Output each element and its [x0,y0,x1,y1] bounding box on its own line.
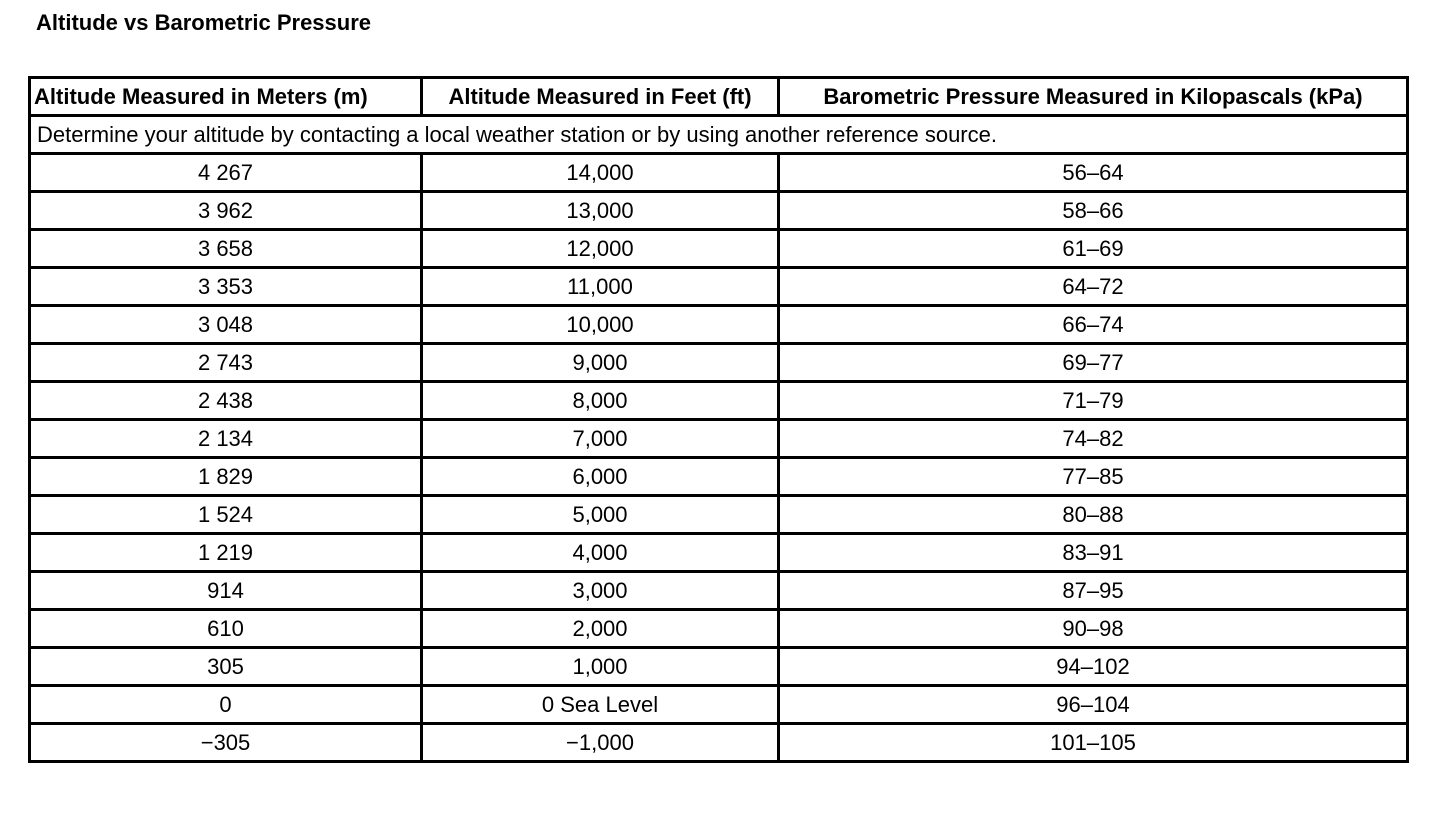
cell-feet: 14,000 [422,154,779,192]
table-row [30,306,1408,344]
cell-meters: 4 267 [30,154,422,192]
cell-feet: 6,000 [422,458,779,496]
cell-pressure: 58–66 [779,192,1408,230]
cell-pressure: 96–104 [779,686,1408,724]
cell-meters: 1 219 [30,534,422,572]
table-row [30,344,1408,382]
page-title: Altitude vs Barometric Pressure [36,10,372,35]
table-header-row [30,78,1408,116]
cell-feet: 12,000 [422,230,779,268]
cell-feet: 2,000 [422,610,779,648]
cell-meters: 3 962 [30,192,422,230]
cell-meters: 914 [30,572,422,610]
table-row [30,268,1408,306]
cell-meters: 0 [30,686,422,724]
cell-pressure: 80–88 [779,496,1408,534]
table-row [30,496,1408,534]
table-row [30,382,1408,420]
cell-feet: 8,000 [422,382,779,420]
cell-pressure: 69–77 [779,344,1408,382]
cell-feet: 0 Sea Level [422,686,779,724]
header-meters: Altitude Measured in Meters (m) [30,78,422,116]
table-row [30,230,1408,268]
header-feet: Altitude Measured in Feet (ft) [422,78,779,116]
cell-feet: 9,000 [422,344,779,382]
cell-feet: 4,000 [422,534,779,572]
note-cell: Determine your altitude by contacting a local weather station or by using another reference source. [30,116,1408,154]
cell-pressure: 74–82 [779,420,1408,458]
table-row [30,192,1408,230]
cell-pressure: 90–98 [779,610,1408,648]
cell-pressure: 83–91 [779,534,1408,572]
cell-pressure: 94–102 [779,648,1408,686]
cell-meters: 1 524 [30,496,422,534]
table-body [30,116,1408,762]
header-pressure: Barometric Pressure Measured in Kilopascals (kPa) [779,78,1408,116]
cell-meters: 2 438 [30,382,422,420]
cell-meters: −305 [30,724,422,762]
cell-pressure: 71–79 [779,382,1408,420]
table-row [30,724,1408,762]
cell-feet: 13,000 [422,192,779,230]
cell-pressure: 64–72 [779,268,1408,306]
note-row [30,116,1408,154]
table-row [30,420,1408,458]
cell-pressure: 87–95 [779,572,1408,610]
cell-feet: 1,000 [422,648,779,686]
cell-meters: 1 829 [30,458,422,496]
cell-meters: 3 658 [30,230,422,268]
table-row [30,458,1408,496]
cell-pressure: 56–64 [779,154,1408,192]
cell-feet: −1,000 [422,724,779,762]
cell-feet: 10,000 [422,306,779,344]
cell-pressure: 61–69 [779,230,1408,268]
altitude-pressure-table [28,76,1409,763]
cell-pressure: 77–85 [779,458,1408,496]
cell-feet: 5,000 [422,496,779,534]
cell-meters: 2 134 [30,420,422,458]
cell-meters: 305 [30,648,422,686]
table-row [30,534,1408,572]
cell-feet: 11,000 [422,268,779,306]
cell-pressure: 101–105 [779,724,1408,762]
cell-meters: 3 048 [30,306,422,344]
table-row [30,154,1408,192]
cell-meters: 2 743 [30,344,422,382]
cell-feet: 7,000 [422,420,779,458]
cell-pressure: 66–74 [779,306,1408,344]
cell-meters: 610 [30,610,422,648]
table-row [30,648,1408,686]
table-row [30,572,1408,610]
cell-meters: 3 353 [30,268,422,306]
table-row [30,686,1408,724]
cell-feet: 3,000 [422,572,779,610]
table-row [30,610,1408,648]
